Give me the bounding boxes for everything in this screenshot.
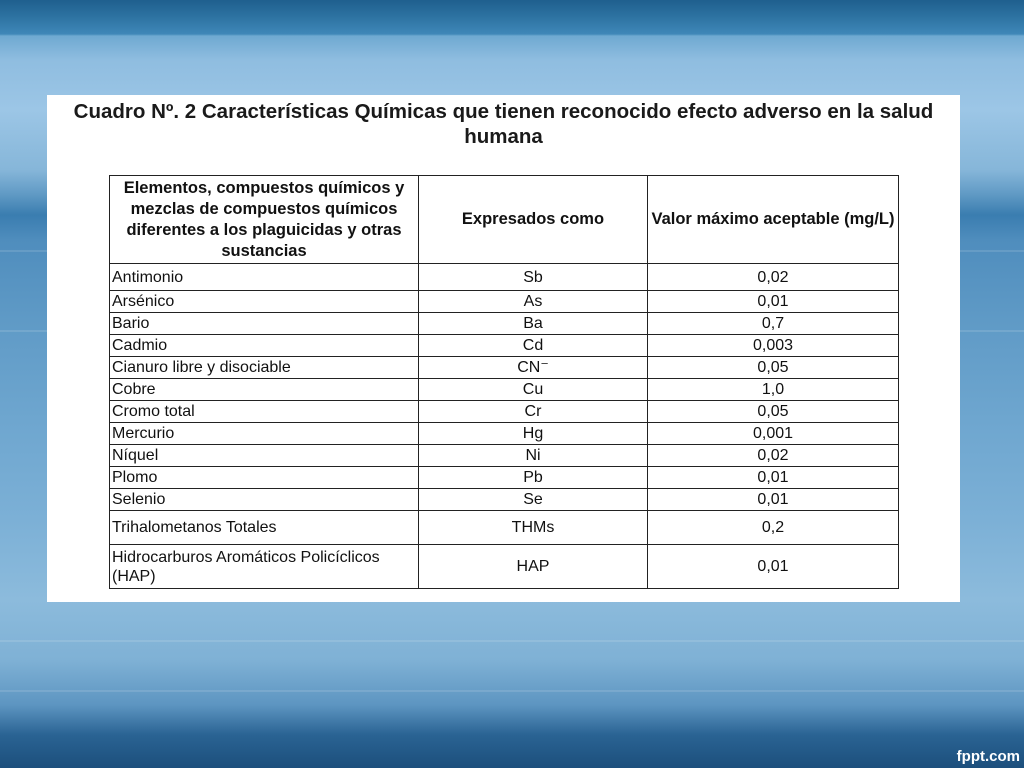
table-row [110,313,899,335]
cell-max-value: 0,2 [648,511,899,545]
cell-expressed-as: Cu [419,379,648,401]
cell-max-value: 0,05 [648,357,899,379]
header-expressed-as: Expresados como [419,176,648,264]
table-row [110,489,899,511]
cell-max-value: 0,01 [648,467,899,489]
cell-expressed-as: Cr [419,401,648,423]
cell-expressed-as: Se [419,489,648,511]
cell-element: Bario [110,313,419,335]
cell-expressed-as: HAP [419,545,648,589]
water-texture [0,640,1024,642]
cell-max-value: 0,7 [648,313,899,335]
header-elements: Elementos, compuestos químicos y mezclas de compuestos químicos diferentes a los plaguicidas y otras sustancias [110,176,419,264]
table-row [110,335,899,357]
cell-element: Cadmio [110,335,419,357]
cell-max-value: 1,0 [648,379,899,401]
cell-max-value: 0,01 [648,291,899,313]
table-row [110,401,899,423]
table-header-row [110,176,899,264]
cell-expressed-as: Sb [419,264,648,291]
header-max-value: Valor máximo aceptable (mg/L) [648,176,899,264]
cell-expressed-as: Ba [419,313,648,335]
cell-element: Níquel [110,445,419,467]
cell-element: Trihalometanos Totales [110,511,419,545]
table-row [110,357,899,379]
table-row [110,545,899,589]
cell-max-value: 0,05 [648,401,899,423]
content-panel [47,95,960,602]
cell-expressed-as: Cd [419,335,648,357]
water-texture [0,690,1024,692]
cell-element: Arsénico [110,291,419,313]
table-row [110,423,899,445]
table-row [110,467,899,489]
cell-max-value: 0,02 [648,264,899,291]
cell-max-value: 0,003 [648,335,899,357]
cell-element: Antimonio [110,264,419,291]
cell-max-value: 0,01 [648,545,899,589]
cell-element: Hidrocarburos Aromáticos Policíclicos (HAP) [110,545,419,589]
cell-max-value: 0,02 [648,445,899,467]
table-row [110,379,899,401]
cell-element: Mercurio [110,423,419,445]
chemicals-table [109,175,899,589]
cell-max-value: 0,01 [648,489,899,511]
table-row [110,445,899,467]
cell-expressed-as: Ni [419,445,648,467]
cell-element: Cianuro libre y disociable [110,357,419,379]
cell-element: Plomo [110,467,419,489]
cell-expressed-as: As [419,291,648,313]
cell-expressed-as: CN⁻ [419,357,648,379]
brand-watermark: fppt.com [956,748,1020,765]
cell-element: Selenio [110,489,419,511]
cell-max-value: 0,001 [648,423,899,445]
cell-element: Cromo total [110,401,419,423]
table-row [110,511,899,545]
table-row [110,291,899,313]
page-title: Cuadro Nº. 2 Características Químicas que tienen reconocido efecto adverso en la salud humana [73,100,934,148]
table-row [110,264,899,291]
cell-element: Cobre [110,379,419,401]
cell-expressed-as: Pb [419,467,648,489]
cell-expressed-as: Hg [419,423,648,445]
cell-expressed-as: THMs [419,511,648,545]
